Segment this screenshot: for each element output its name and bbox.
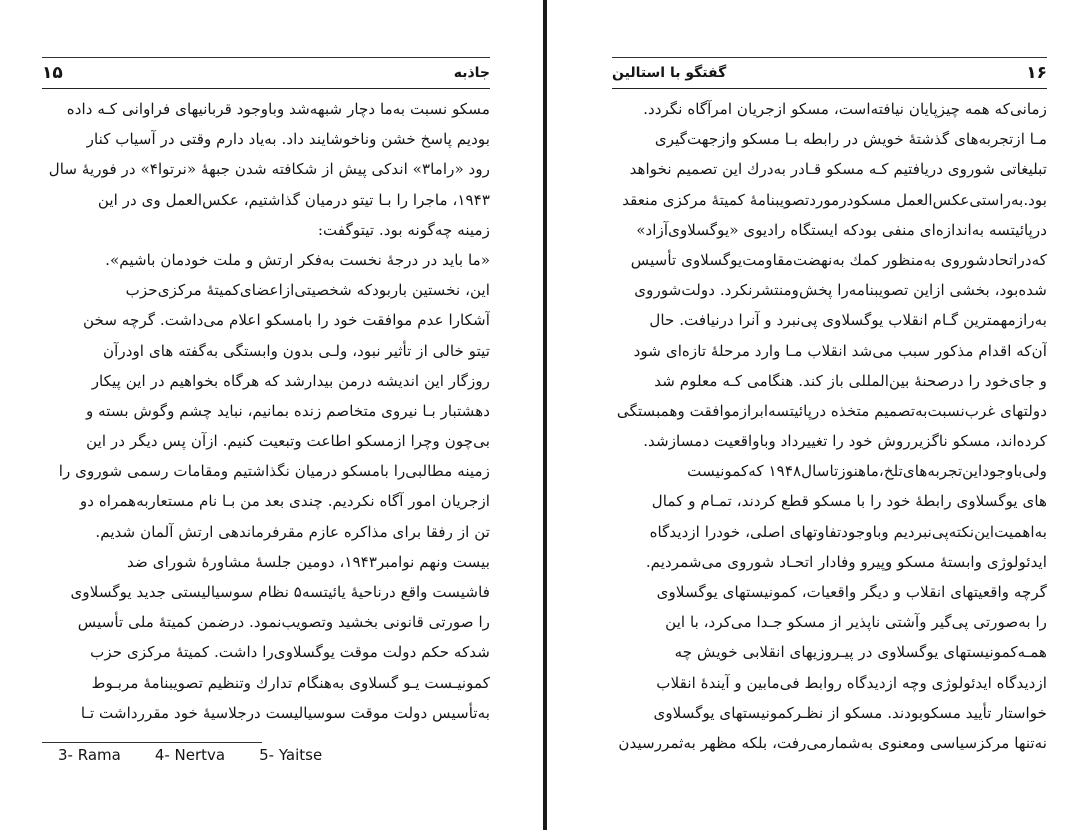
text-line: تیتو خالی از تأثیر نبود، ولـی بدون وابستگی به‌گفته های اودرآن — [102, 341, 490, 360]
footnote-4: 4- Nertva — [154, 746, 226, 764]
text-line: همـه‌کمونیستهای یوگسلاوی در پیـروزیهای انقلابی خویش چه — [674, 643, 1047, 662]
text-line: زمینه مطالبی‌را بامسکو درمیان نگذاشتیم ومقامات رسمی شوروی را — [58, 462, 490, 481]
text-line: ۱۹۴۳، ماجرا را بـا تیتو درمیان گذاشتیم، عکس‌العمل وی در این — [97, 190, 490, 209]
right-page-body — [612, 94, 1047, 758]
text-line: مـا ازتجربه‌های گذشتهٔ خویش در رابطه بـا مسکو وازجهت‌گیری — [654, 130, 1047, 149]
text-line: تبلیغاتی شوروی دریافتیم کـه مسکو قـادر به‌درك این تصمیم نخواهد — [629, 160, 1047, 179]
text-line: فاشیست واقع درناحیهٔ یائیتسه۵ نظام سوسیالیستی جدید یوگسلاوی — [70, 583, 490, 601]
text-line: ولی‌باوجوداین‌تجربه‌های‌تلخ،ماهنوزتاسال۱۹۴۸ که‌کمونیست — [687, 462, 1047, 481]
text-line: دهشتبار بـا نیروی متخاصم زنده بمانیم، نباید چشم وگوش بسته و — [85, 401, 490, 420]
text-line: مسکو نسبت به‌ما دچار شبهه‌شد وباوجود قربانیهای فراوانی کـه داده — [66, 100, 490, 118]
footnotes — [58, 746, 322, 764]
right-page-header — [612, 57, 1047, 89]
right-running-title: گفتگو با استالین — [612, 65, 727, 81]
right-page — [547, 0, 1090, 830]
text-line: زمینه چه‌گونه بود. تیتوگفت: — [317, 220, 490, 239]
text-line: به‌رازمهمترین گـام انقلاب یوگسلاوی پی‌نبرد و آنرا درنیافت. حال — [649, 311, 1047, 330]
text-line: بود.به‌راستی‌عکس‌العمل مسکودرموردتصویبنامهٔ کمیتهٔ مرکزی منعقد — [622, 190, 1047, 209]
text-line: را به‌صورتی پی‌گیر وآشتی ناپذیر از مسکو جـدا می‌کرد، با این — [665, 613, 1047, 632]
text-line: ازدیدگاه ایدئولوژی وچه ازدیدگاه روابط فی‌مابین و آیندهٔ انقلاب — [656, 673, 1047, 692]
text-line: ایدئولوژی وابستهٔ مسکو وپیرو وفادار اتحـاد شوروی می‌شمردیم. — [645, 552, 1047, 571]
footnote-divider — [42, 742, 262, 743]
footnote-5: 5- Yaitse — [259, 746, 323, 764]
left-running-title: جاذبه — [453, 65, 490, 81]
text-line: «ما باید در درجهٔ نخست به‌فکر ارتش و ملت خودمان باشیم». — [105, 250, 490, 269]
text-line: کمونیـست یـو گسلاوی به‌هنگام تدارك وتنظیم تصویبنامهٔ مربـوط — [91, 673, 490, 692]
text-line: نه‌تنها مرکزسیاسی ومعنوی به‌شمارمی‌رفت، بلکه مظهر به‌ثمررسیدن — [618, 733, 1047, 752]
text-line: را صورتی قانونی بخشید وتصویب‌نمود. درضمن کمیتهٔ ملی تأسیس — [77, 613, 490, 632]
left-page-number: ۱۵ — [42, 63, 63, 83]
text-line: بی‌چون وچرا ازمسکو اطاعت وتبعیت کنیم. ازآن پس دیگر در این — [86, 432, 490, 451]
text-line: گرچه واقعیتهای انقلاب و دیگر واقعیات، کمونیستهای یوگسلاوی — [656, 583, 1047, 601]
left-page-body — [42, 94, 490, 728]
text-line: بودیم پاسخ خشن وناخوشایند داد. به‌یاد دارم وقتی در آسیاب کنار — [86, 130, 490, 149]
text-line: آشکارا عدم موافقت خود را بامسکو اعلام می‌داشت. گرچه سخن — [83, 311, 490, 330]
text-line: ازجریان امور آگاه نکردیم. چندی بعد من بـا نام مستعاربه‌همراه دو — [79, 492, 490, 511]
right-page-number: ۱۶ — [1026, 63, 1047, 83]
text-line: رود «راما۳» اندکی پیش از شکافته شدن جبههٔ «نرتوا۴» در فوریهٔ سال — [48, 160, 490, 179]
text-line: شده‌بود، بخشی ازاین تصویبنامه‌را پخش‌ومنتشرنکرد. دولت‌شوروی — [634, 281, 1047, 300]
text-line: های یوگسلاوی رابطهٔ خود را با مسکو قطع کردند، تمـام و کمال — [651, 492, 1047, 511]
left-page — [0, 0, 543, 830]
text-line: شدکه حکم دولت موقت یوگسلاوی‌را داشت. کمیتهٔ مرکزی حزب — [90, 643, 490, 662]
text-line: آن‌که اقدام مذکور سبب می‌شد انقلاب مـا وارد مرحلهٔ تازه‌ای شود — [633, 341, 1047, 360]
text-line: تن از رفقا برای مذاکره عازم مقرفرماندهی ارتش آلمان شدیم. — [95, 522, 490, 541]
text-line: کرده‌اند، مسکو ناگزیرروش خود را تغییرداد وباواقعیت دمسازشد. — [643, 432, 1047, 451]
text-line: بیست ونهم نوامبر۱۹۴۳، دومین جلسهٔ مشاورهٔ شورای ضد — [127, 552, 490, 571]
text-line: زمانی‌که همه چیزپایان نیافته‌است، مسکو ازجریان امرآگاه نگردد. — [643, 100, 1047, 118]
text-line: خواستار تأیید مسکوبودند. مسکو از نظـرکمونیستهای یوگسلاوی — [653, 703, 1047, 722]
text-line: به‌تأسیس دولت موقت سوسیالیست درجلاسیهٔ خود مقررداشت تـا — [80, 703, 490, 722]
footnote-3: 3- Rama — [58, 746, 121, 764]
text-line: به‌اهمیت‌این‌نکته‌پی‌نبردیم وباوجودتفاوتهای اصلی، خودرا ازدیدگاه — [649, 522, 1047, 541]
text-line: این، نخستین باربودکه شخصیتی‌ازاعضای‌کمیتهٔ مرکزی‌حزب — [125, 281, 490, 300]
text-line: که‌دراتحادشوروی به‌منظور کمك به‌نهضت‌مقاومت‌یوگسلاوی تأسیس — [630, 250, 1047, 269]
left-page-header — [42, 57, 490, 89]
text-line: و جای‌خود را درصحنهٔ بین‌المللی باز کند. هنگامی کـه معلوم شد — [654, 371, 1047, 390]
text-line: درپائیتسه به‌اندازه‌ای منفی بودکه ایستگاه رادیوی «یوگسلاوی‌آزاد» — [636, 220, 1047, 239]
text-line: روزگار این اندیشه درمن بیدارشد که هرگاه بخواهیم در این پیکار — [91, 371, 490, 390]
text-line: دولتهای غرب‌نسبت‌به‌تصمیم متخذه درپائیتسه‌ابرازموافقت وهمبستگی — [616, 401, 1047, 420]
